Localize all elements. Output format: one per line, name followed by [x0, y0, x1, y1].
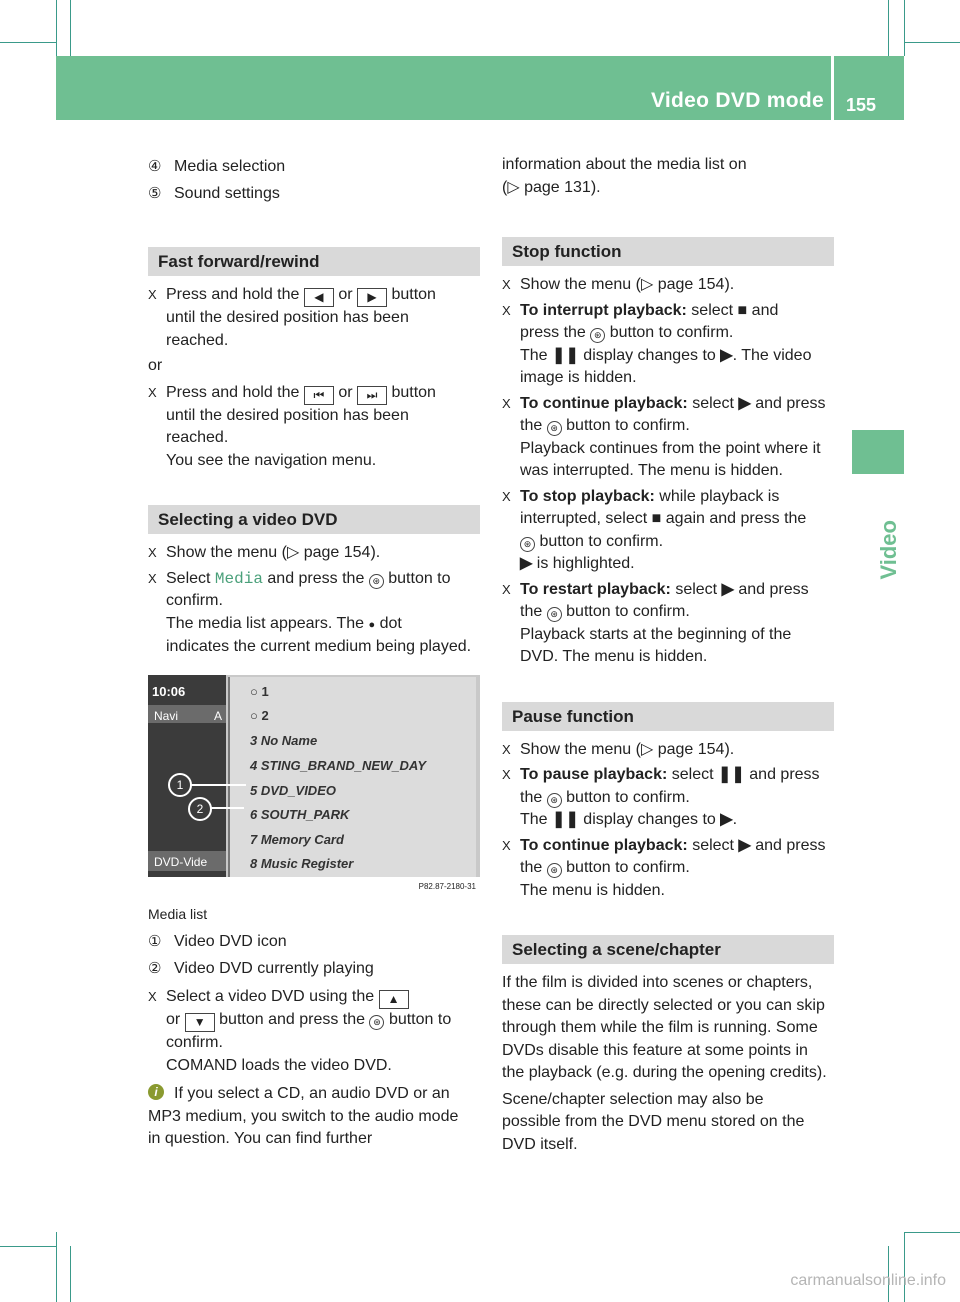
forward-key-icon: ▶	[357, 288, 387, 307]
legend-item: ① Video DVD icon	[148, 933, 287, 950]
crop-mark	[0, 42, 56, 43]
crop-mark	[904, 0, 905, 56]
page-ref-icon: ▷	[286, 544, 300, 561]
crop-mark	[904, 1232, 960, 1233]
stop-icon: ■	[651, 510, 662, 527]
page-ref-icon: ▷	[640, 740, 654, 758]
pause-icon: ❚❚	[552, 811, 579, 828]
side-tab	[852, 430, 904, 474]
media-list-item: 3 No Name	[250, 732, 318, 748]
ok-button-icon: ⊛	[547, 607, 562, 622]
ok-button-icon: ⊛	[547, 421, 562, 436]
right-column	[502, 154, 834, 1160]
crop-mark	[904, 42, 960, 43]
media-list-item: 4 STING_BRAND_NEW_DAY	[250, 757, 427, 773]
ok-button-icon: ⊛	[547, 793, 562, 808]
page-ref-icon: ▷	[640, 276, 654, 293]
figure-code: P82.87-2180-31	[148, 877, 480, 897]
instruction-step: X Press and hold the ⏮ or ⏭ button until the desired position has been reached. You see the navigation menu.	[148, 383, 436, 469]
skip-forward-key-icon: ⏭	[357, 386, 387, 405]
instruction-step: X Select a video DVD using the ▲ or ▼ button and press the ⊛ button to confirm. COMAND loads the video DVD.	[148, 988, 452, 1074]
ok-button-icon: ⊛	[547, 863, 562, 878]
screen-media-list	[228, 677, 476, 877]
paragraph: Scene/chapter selection may also be possible from the DVD menu stored on the DVD itself.	[502, 1090, 805, 1153]
callout-line	[210, 807, 244, 809]
screen-clock: 10:06	[152, 683, 186, 699]
pause-icon: ❚❚	[718, 766, 745, 783]
ok-button-icon: ⊛	[369, 574, 384, 589]
down-key-icon: ▼	[185, 1013, 215, 1032]
media-list-item: 6 SOUTH_PARK	[250, 806, 350, 822]
play-icon: ▶	[520, 555, 533, 572]
paragraph: If the film is divided into scenes or chapters, these can be directly selected or you can skip through them while the film is running. Some DVDs disable this feature at some points in the playback (e.g. during the opening credits).	[502, 974, 827, 1081]
instruction-step: X To stop playback: while playback is interrupted, select ■ again and press the ⊛ button to confirm. ▶ is highlighted.	[502, 487, 807, 572]
instruction-step: X To interrupt playback: select ■ and press the ⊛ button to confirm. The ❚❚ display changes to ▶. The video image is hidden.	[502, 301, 812, 386]
legend-item: ② Video DVD currently playing	[148, 959, 374, 977]
instruction-step: X Press and hold the ◀ or ▶ button until the desired position has been reached.	[148, 286, 436, 349]
callout-1: 1	[168, 773, 192, 797]
instruction-step: X To continue playback: select ▶ and press the ⊛ button to confirm. The menu is hidden.	[502, 836, 826, 899]
crop-mark	[0, 1246, 56, 1247]
crop-mark	[70, 0, 71, 56]
instruction-step: X To restart playback: select ▶ and press the ⊛ button to confirm. Playback starts at the beginning of the DVD. The menu is hidden.	[502, 580, 809, 665]
section-heading-fast-forward: Fast forward/rewind	[148, 247, 480, 276]
media-list-screenshot	[148, 675, 480, 897]
header-separator	[831, 56, 834, 120]
figure-caption: Media list	[148, 905, 208, 922]
continued-text: information about the media list on (▷ page 131).	[502, 156, 747, 196]
callout-2: 2	[188, 797, 212, 821]
crop-mark	[56, 1232, 57, 1302]
ok-button-icon: ⊛	[590, 328, 605, 343]
crop-mark	[70, 1246, 71, 1302]
section-heading-stop: Stop function	[502, 237, 834, 266]
instruction-step: X Select Media and press the ⊛ button to confirm. The media list appears. The ● dot indicates the current medium being played.	[148, 569, 472, 655]
callout-line	[190, 784, 246, 786]
play-icon: ▶	[738, 836, 751, 854]
screen-dvd-tab: DVD-Vide	[148, 851, 226, 871]
instruction-step: X To continue playback: select ▶ and press the ⊛ button to confirm. Playback continues from the point where it was interrupted. The menu is hidden.	[502, 394, 826, 479]
ok-button-icon: ⊛	[520, 537, 535, 552]
pause-icon: ❚❚	[552, 346, 579, 364]
legend-item: ④ Media selection	[148, 158, 286, 175]
up-key-icon: ▲	[379, 990, 409, 1009]
page-number: 155	[846, 95, 877, 115]
screen-navi-tab: Navi A	[148, 705, 226, 723]
info-note: i If you select a CD, an audio DVD or an MP3 medium, you switch to the audio mode in question. You can find further	[148, 1085, 459, 1147]
crop-mark	[56, 0, 57, 56]
or-text: or	[148, 357, 163, 374]
ok-button-icon: ⊛	[369, 1015, 384, 1030]
section-heading-selecting-dvd: Selecting a video DVD	[148, 505, 480, 534]
play-icon: ▶	[720, 346, 733, 364]
stop-icon: ■	[737, 301, 748, 319]
left-column	[148, 156, 480, 1151]
instruction-step: X Show the menu (▷ page 154).	[502, 276, 735, 293]
instruction-step: X To pause playback: select ❚❚ and press the ⊛ button to confirm. The ❚❚ display changes to ▶.	[502, 766, 820, 828]
play-icon: ▶	[720, 811, 733, 828]
page-ref-icon: ▷	[507, 178, 520, 196]
info-icon: i	[148, 1084, 164, 1100]
play-icon: ▶	[738, 394, 751, 412]
footer-watermark: carmanualsonline.info	[790, 1271, 946, 1289]
media-list-item: ○ 1	[250, 683, 269, 699]
dot-icon: ●	[368, 618, 376, 631]
media-list-item: 7 Memory Card	[250, 831, 344, 847]
media-list-item: 5 DVD_VIDEO	[250, 782, 336, 798]
section-heading-scene: Selecting a scene/chapter	[502, 935, 834, 964]
page-title: Video DVD mode	[650, 89, 824, 112]
play-icon: ▶	[721, 580, 734, 598]
media-list-item: ○ 2	[250, 707, 269, 723]
instruction-step: X Show the menu (▷ page 154).	[148, 544, 381, 561]
instruction-step: X Show the menu (▷ page 154).	[502, 740, 735, 758]
skip-back-key-icon: ⏮	[304, 386, 334, 405]
section-heading-pause: Pause function	[502, 702, 834, 731]
crop-mark	[888, 0, 889, 56]
rewind-key-icon: ◀	[304, 288, 334, 307]
media-list-item: 8 Music Register	[250, 855, 354, 871]
legend-item: ⑤ Sound settings	[148, 184, 280, 202]
